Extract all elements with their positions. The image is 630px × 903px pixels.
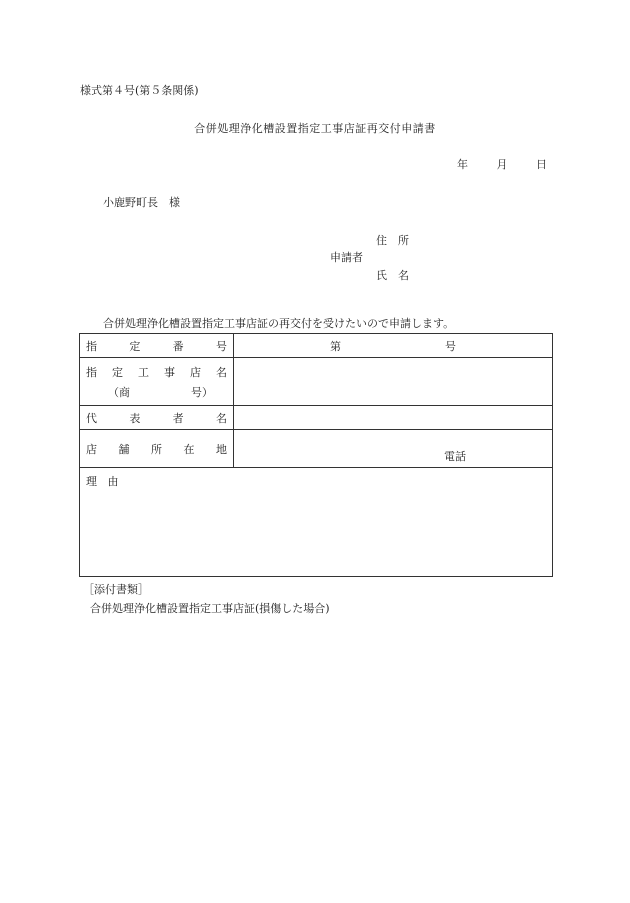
shop-name-label: 指 定 工 事 店 名: [86, 365, 227, 379]
form-number: 様式第４号(第５条関係): [80, 84, 199, 97]
date-day-label: 日: [536, 158, 547, 171]
applicant-label: 申請者: [330, 251, 363, 264]
store-location-label: 店 舗 所 在 地: [86, 442, 227, 456]
row-designation-number: [80, 334, 553, 358]
attachments-header: ［添付書類］: [83, 583, 149, 596]
row-representative: [80, 406, 553, 430]
addressee: 小鹿野町長 様: [103, 196, 180, 209]
shop-name-field[interactable]: [234, 358, 553, 406]
row-reason: [80, 468, 553, 577]
representative-field[interactable]: [234, 406, 553, 430]
designation-number-field[interactable]: [234, 334, 553, 358]
row-store-location: [80, 430, 553, 468]
trade-name-sublabel: （商 号）: [108, 385, 213, 399]
number-prefix: 第: [330, 339, 341, 353]
applicant-name-label: 氏 名: [376, 269, 409, 282]
phone-label: 電話: [444, 449, 466, 463]
attachment-item: 合併処理浄化槽設置指定工事店証(損傷した場合): [90, 602, 330, 615]
representative-label: 代 表 者 名: [86, 411, 227, 425]
date-month-label: 月: [496, 158, 508, 171]
request-statement: 合併処理浄化槽設置指定工事店証の再交付を受けたいので申請します。: [103, 317, 455, 330]
store-location-field[interactable]: [234, 430, 553, 468]
applicant-address-label: 住 所: [376, 234, 409, 247]
number-suffix: 号: [445, 339, 456, 353]
reason-label: 理 由: [86, 475, 119, 488]
row-shop-name: [80, 358, 553, 406]
reason-field[interactable]: [80, 468, 553, 577]
document-title: 合併処理浄化槽設置指定工事店証再交付申請書: [194, 122, 436, 135]
date-row: [457, 156, 547, 172]
application-table: [79, 333, 553, 577]
designation-number-label: 指 定 番 号: [86, 339, 227, 353]
date-year-label: 年: [457, 158, 468, 171]
